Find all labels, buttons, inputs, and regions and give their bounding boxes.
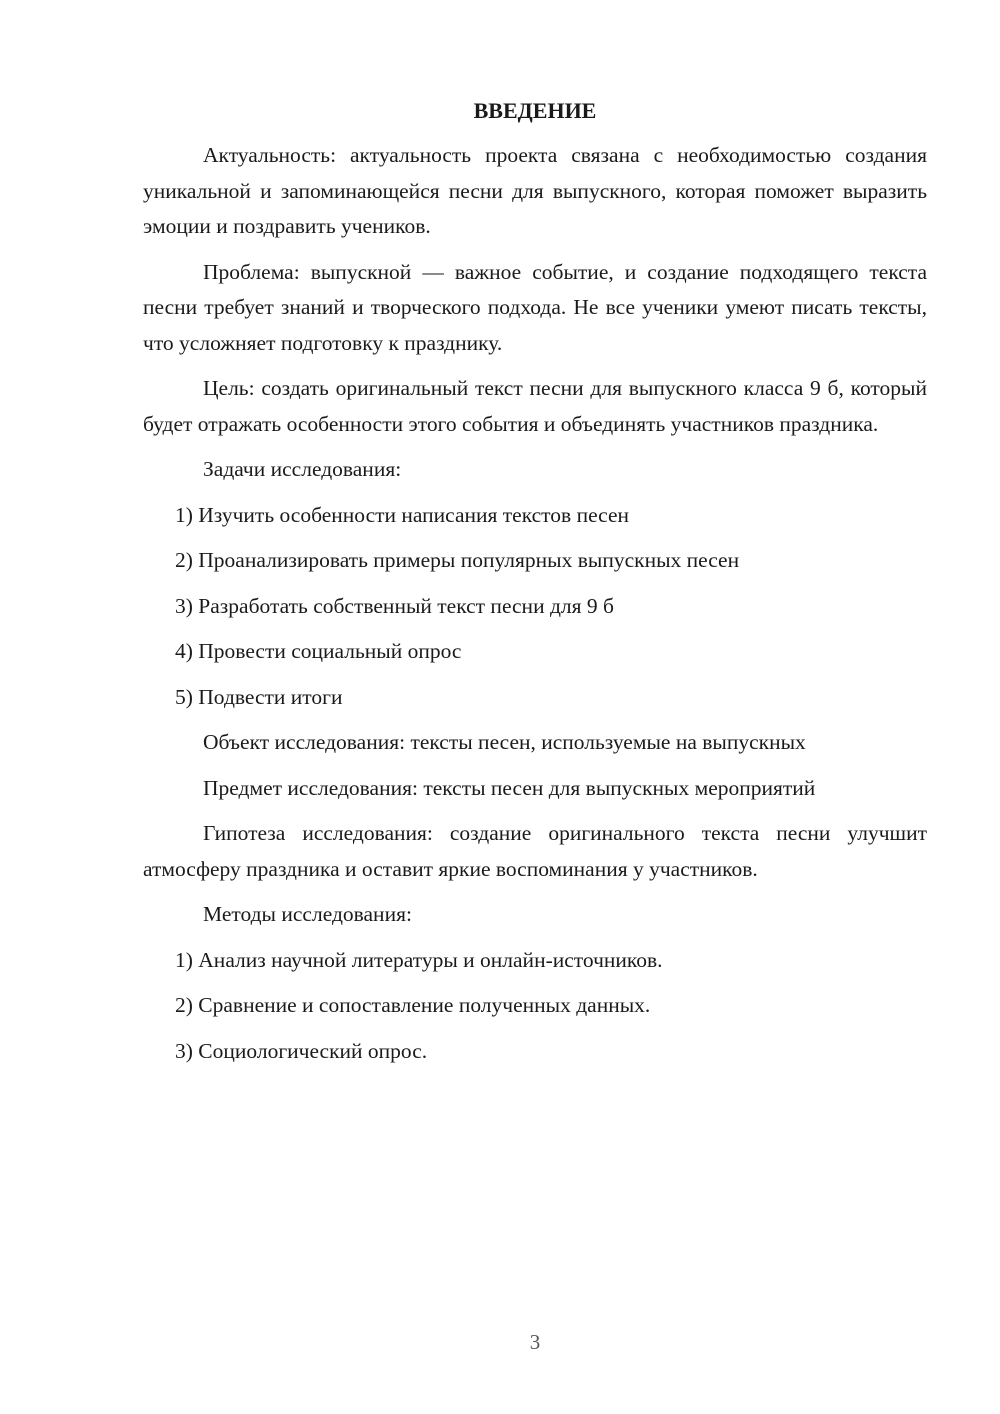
page-number: 3 bbox=[529, 1330, 541, 1354]
subject-paragraph: Предмет исследования: тексты песен для выпускных мероприятий bbox=[203, 775, 816, 800]
task-item: 4) Провести социальный опрос bbox=[175, 639, 462, 663]
task-item: 1) Изучить особенности написания текстов песен bbox=[175, 502, 630, 527]
goal-paragraph: Цель: создать оригинальный текст песни для выпускного класса 9 б, который будет отражать особенности этого события и объединять участников праздника. bbox=[143, 376, 927, 436]
method-item: 2) Сравнение и сопоставление полученных данных. bbox=[175, 993, 651, 1017]
problem-paragraph: Проблема: выпускной — важное событие, и создание подходящего текста песни требует знаний и творческого подхода. Не все ученики умеют писать тексты, что усложняет подготовку к празднику. bbox=[143, 259, 927, 355]
task-item: 3) Разработать собственный текст песни для 9 б bbox=[175, 593, 614, 618]
section-title: ВВЕДЕНИЕ bbox=[473, 98, 597, 123]
hypothesis-paragraph: Гипотеза исследования: создание оригинального текста песни улучшит атмосферу праздника и оставит яркие воспоминания у участников. bbox=[143, 821, 927, 881]
method-item: 1) Анализ научной литературы и онлайн-источников. bbox=[175, 947, 663, 972]
tasks-heading: Задачи исследования: bbox=[203, 457, 402, 481]
task-item: 2) Проанализировать примеры популярных выпускных песен bbox=[175, 548, 740, 572]
document-page bbox=[143, 93, 927, 1069]
object-paragraph: Объект исследования: тексты песен, используемые на выпускных bbox=[203, 730, 806, 754]
method-item: 3) Социологический опрос. bbox=[175, 1038, 428, 1063]
relevance-paragraph: Актуальность: актуальность проекта связана с необходимостью создания уникальной и запоминающейся песни для выпускного, которая поможет выразить эмоции и поздравить учеников. bbox=[143, 143, 927, 238]
methods-heading: Методы исследования: bbox=[203, 902, 412, 926]
task-item: 5) Подвести итоги bbox=[175, 684, 343, 709]
